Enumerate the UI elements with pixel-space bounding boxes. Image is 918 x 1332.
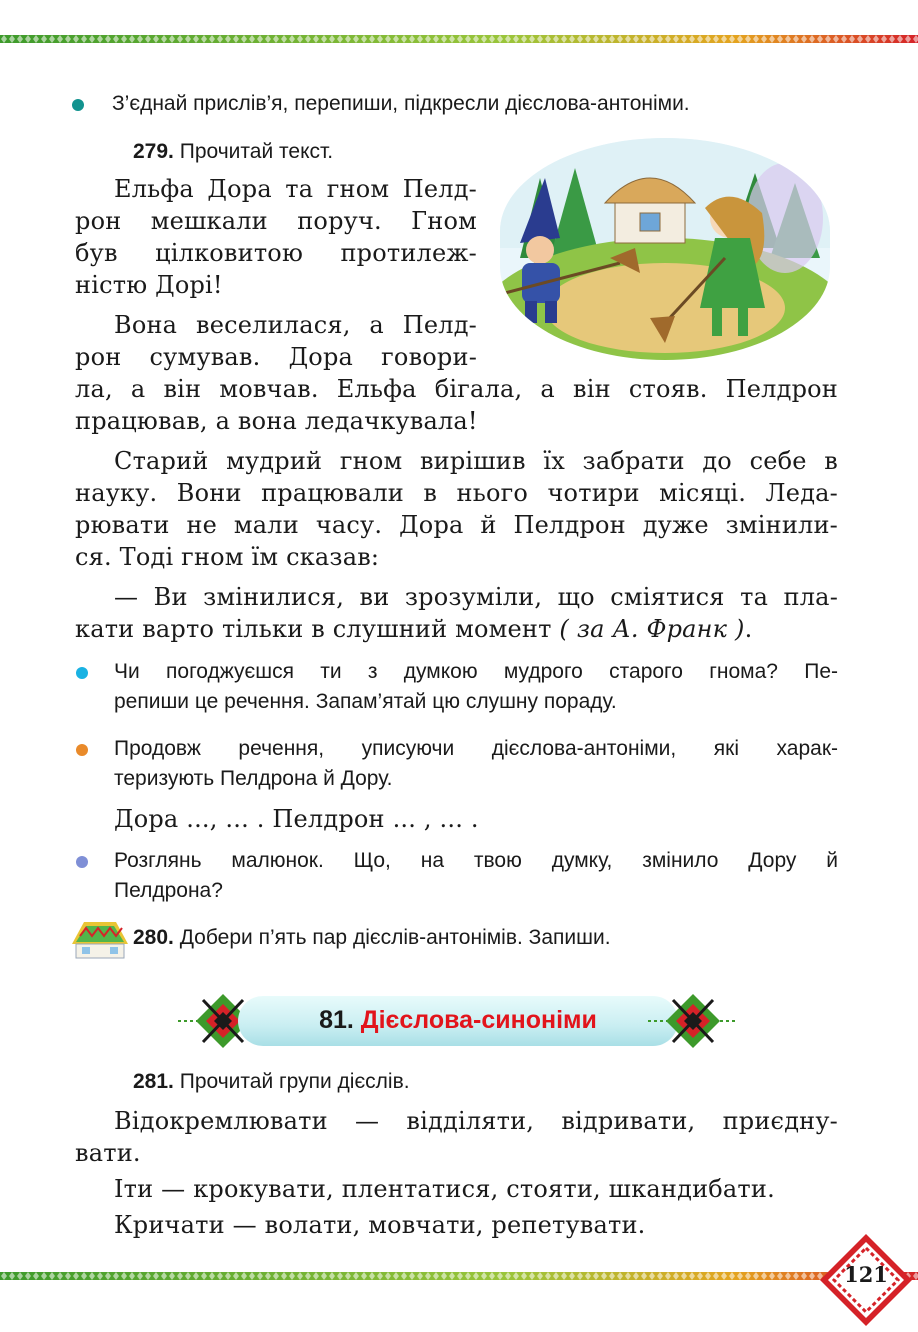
text-line: рон мешкали поруч. Гном (75, 207, 477, 235)
question-line: Пелдрона? (114, 879, 223, 902)
text-line-end: . (744, 615, 753, 643)
question-line: Розглянь малюнок. Що, на твою думку, змінило Дору й (114, 849, 838, 872)
section-header (178, 990, 738, 1052)
text-line: — Ви змінилися, ви зрозуміли, що сміятися та пла- (114, 583, 838, 611)
text-line: науку. Вони працювали в нього чотири місяці. Леда- (75, 479, 838, 507)
text-line: ла, а він мовчав. Ельфа бігала, а він стояв. Пелдрон (75, 375, 838, 403)
decorative-border-bottom (0, 1270, 918, 1282)
question-line: Продовж речення, уписуючи дієслова-антоніми, які харак- (114, 737, 838, 760)
page-number: 121 (844, 1262, 888, 1287)
section-name: Дієслова-синоніми (360, 1006, 597, 1034)
text-line: ністю Дорі! (75, 271, 223, 299)
text-line: Відокремлювати — відділяти, відривати, приєдну- (114, 1107, 838, 1135)
exercise-number: 280. (133, 926, 174, 949)
exercise-instruction: Прочитай текст. (179, 140, 334, 163)
text-line: був цілковитою протилеж- (75, 239, 477, 267)
bullet-teal (72, 99, 84, 111)
decorative-border-top (0, 33, 918, 45)
exercise-instruction: Прочитай групи дієслів. (179, 1070, 410, 1093)
source-attribution: ( за А. Франк ) (559, 615, 745, 643)
exercise-279-heading (133, 137, 333, 167)
fairy-and-gnome-illustration (500, 138, 830, 360)
bullet-cyan (76, 667, 88, 679)
text-line: рювати не мали часу. Дора й Пелдрон дуже змінили- (75, 511, 838, 539)
text-line: Вона веселилася, а Пелд- (114, 311, 477, 339)
exercise-number: 279. (133, 140, 174, 163)
text-line: ся. Тоді гном їм сказав: (75, 543, 380, 571)
question-line: Чи погоджуєшся ти з думкою мудрого старого гнома? Пе- (114, 660, 838, 683)
exercise-instruction: Добери п’ять пар дієслів-антонімів. Запиши. (179, 926, 611, 949)
house-icon (68, 918, 132, 962)
question-line: репиши це речення. Запам’ятай цю слушну пораду. (114, 690, 617, 713)
text-line: Старий мудрий гном вирішив їх забрати до себе в (114, 447, 838, 475)
text-line-content: кати варто тільки в слушний момент (75, 615, 560, 643)
exercise-281-heading (133, 1067, 410, 1097)
exercise-280 (133, 923, 611, 953)
text-line: Ельфа Дора та гном Пелд- (114, 175, 477, 203)
task-top: З’єднай прислів’я, перепиши, підкресли дієслова-антоніми. (112, 92, 690, 115)
fill-in-template: Дора ..., ... . Пелдрон ... , ... . (114, 805, 479, 833)
text-line: Іти — крокувати, плентатися, стояти, шкандибати. (114, 1175, 775, 1203)
exercise-number: 281. (133, 1070, 174, 1093)
ornament-right-icon (648, 990, 738, 1052)
text-line: Кричати — волати, мовчати, репетувати. (114, 1211, 646, 1239)
text-line: рон сумував. Дора говори- (75, 343, 477, 371)
text-line-last (75, 613, 752, 645)
text-line: вати. (75, 1139, 141, 1167)
text-line: працював, а вона ледачкувала! (75, 407, 478, 435)
bullet-orange (76, 744, 88, 756)
question-line: теризують Пелдрона й Дору. (114, 767, 393, 790)
section-number: 81. (319, 1006, 354, 1034)
bullet-blue (76, 856, 88, 868)
